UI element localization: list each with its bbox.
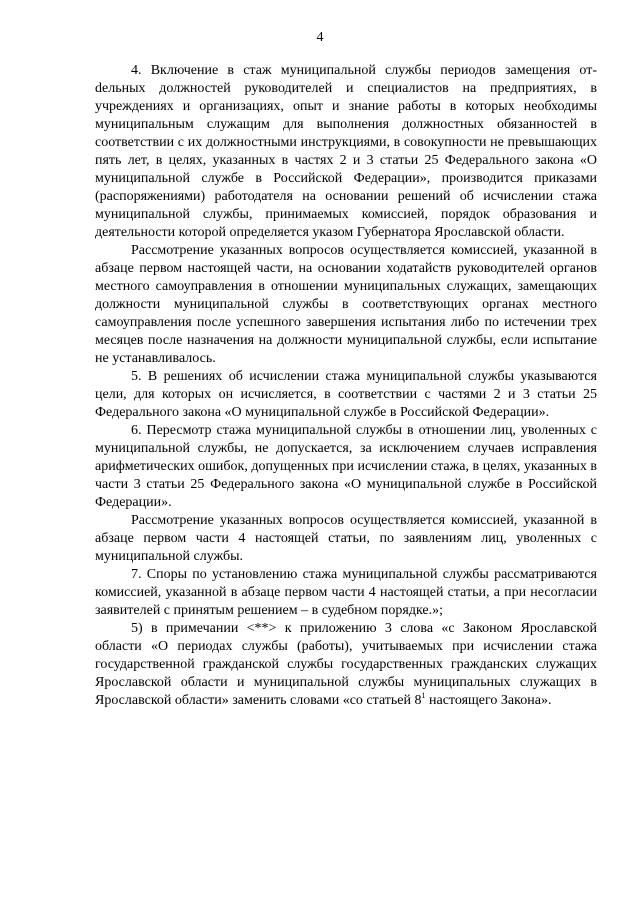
page-number: 4 <box>316 30 324 45</box>
paragraph-item-5-text: 5) в примечании <**> к приложению 3 слова «с Законом Ярославской области «О периодах службы (работы), учитываемых при исчислении стажа государственной гражданской службы государственных гражданских служащих Ярославской области и муниципальной службы муниципальных служащих в Ярославской области» заменить словами «со статьей 8 <box>95 621 597 708</box>
paragraph-part-4: 4. Включение в стаж муниципальной службы периодов замещения отdельных должностей руководителей и специалистов на предприятиях, в учреждениях и организациях, опыт и знание работы в которых необходимы муниципальным служащим для выполнения должностных обязанностей в соответствии с их должностными инструкциями, в совокупности не превышающих пять лет, в целях, указанных в частях 2 и 3 статьи 25 Федерального закона «О муниципальной службе в Российской Федерации», производится приказами (распоряжениями) работодателя на основании решений об исчислении стажа муниципальной службы, принимаемых комиссией, порядок образования и деятельности которой определяется указом Губернатора Ярославской области. <box>95 63 597 240</box>
paragraph-part-6-review: Рассмотрение указанных вопросов осуществляется комиссией, указанной в абзаце первом части 4 настоящей статьи, по заявлениям лиц, уволенных с муниципальной службы. <box>95 513 597 564</box>
paragraph-part-5: 5. В решениях об исчислении стажа муниципальной службы указываются цели, для которых он исчисляется, в соответствии с частями 2 и 3 статьи 25 Федерального закона «О муниципальной службе в Российской Федерации». <box>95 369 597 420</box>
paragraph-part-7: 7. Споры по установлению стажа муниципальной службы рассматриваются комиссией, указанной в абзаце первом части 4 настоящей статьи, а при несогласии заявителей с принятым решением – в судебном порядке.»; <box>95 567 597 618</box>
article-superscript: 1 <box>421 691 426 700</box>
paragraph-item-5 <box>95 620 597 710</box>
document-body <box>95 62 597 710</box>
paragraph-item-5-end: настоящего Закона». <box>425 693 552 708</box>
paragraph-part-6: 6. Пересмотр стажа муниципальной службы в отношении лиц, уволенных с муниципальной службы, не допускается, за исключением случаев исправления арифметических ошибок, допущенных при исчислении стажа, в целях, указанных в части 3 статьи 25 Федерального закона «О муниципальной службе в Российской Федерации». <box>95 423 597 510</box>
paragraph-part-4-review: Рассмотрение указанных вопросов осуществляется комиссией, указанной в абзаце первом настоящей части, на основании ходатайств руководителей органов местного самоуправления в отношении муниципальных служащих, замещающих должности муниципальной службы в соответствующих органах местного самоуправления после успешного завершения испытания либо по истечении трех месяцев после назначения на должности муниципальной службы, если испытание не устанавливалось. <box>95 243 597 366</box>
